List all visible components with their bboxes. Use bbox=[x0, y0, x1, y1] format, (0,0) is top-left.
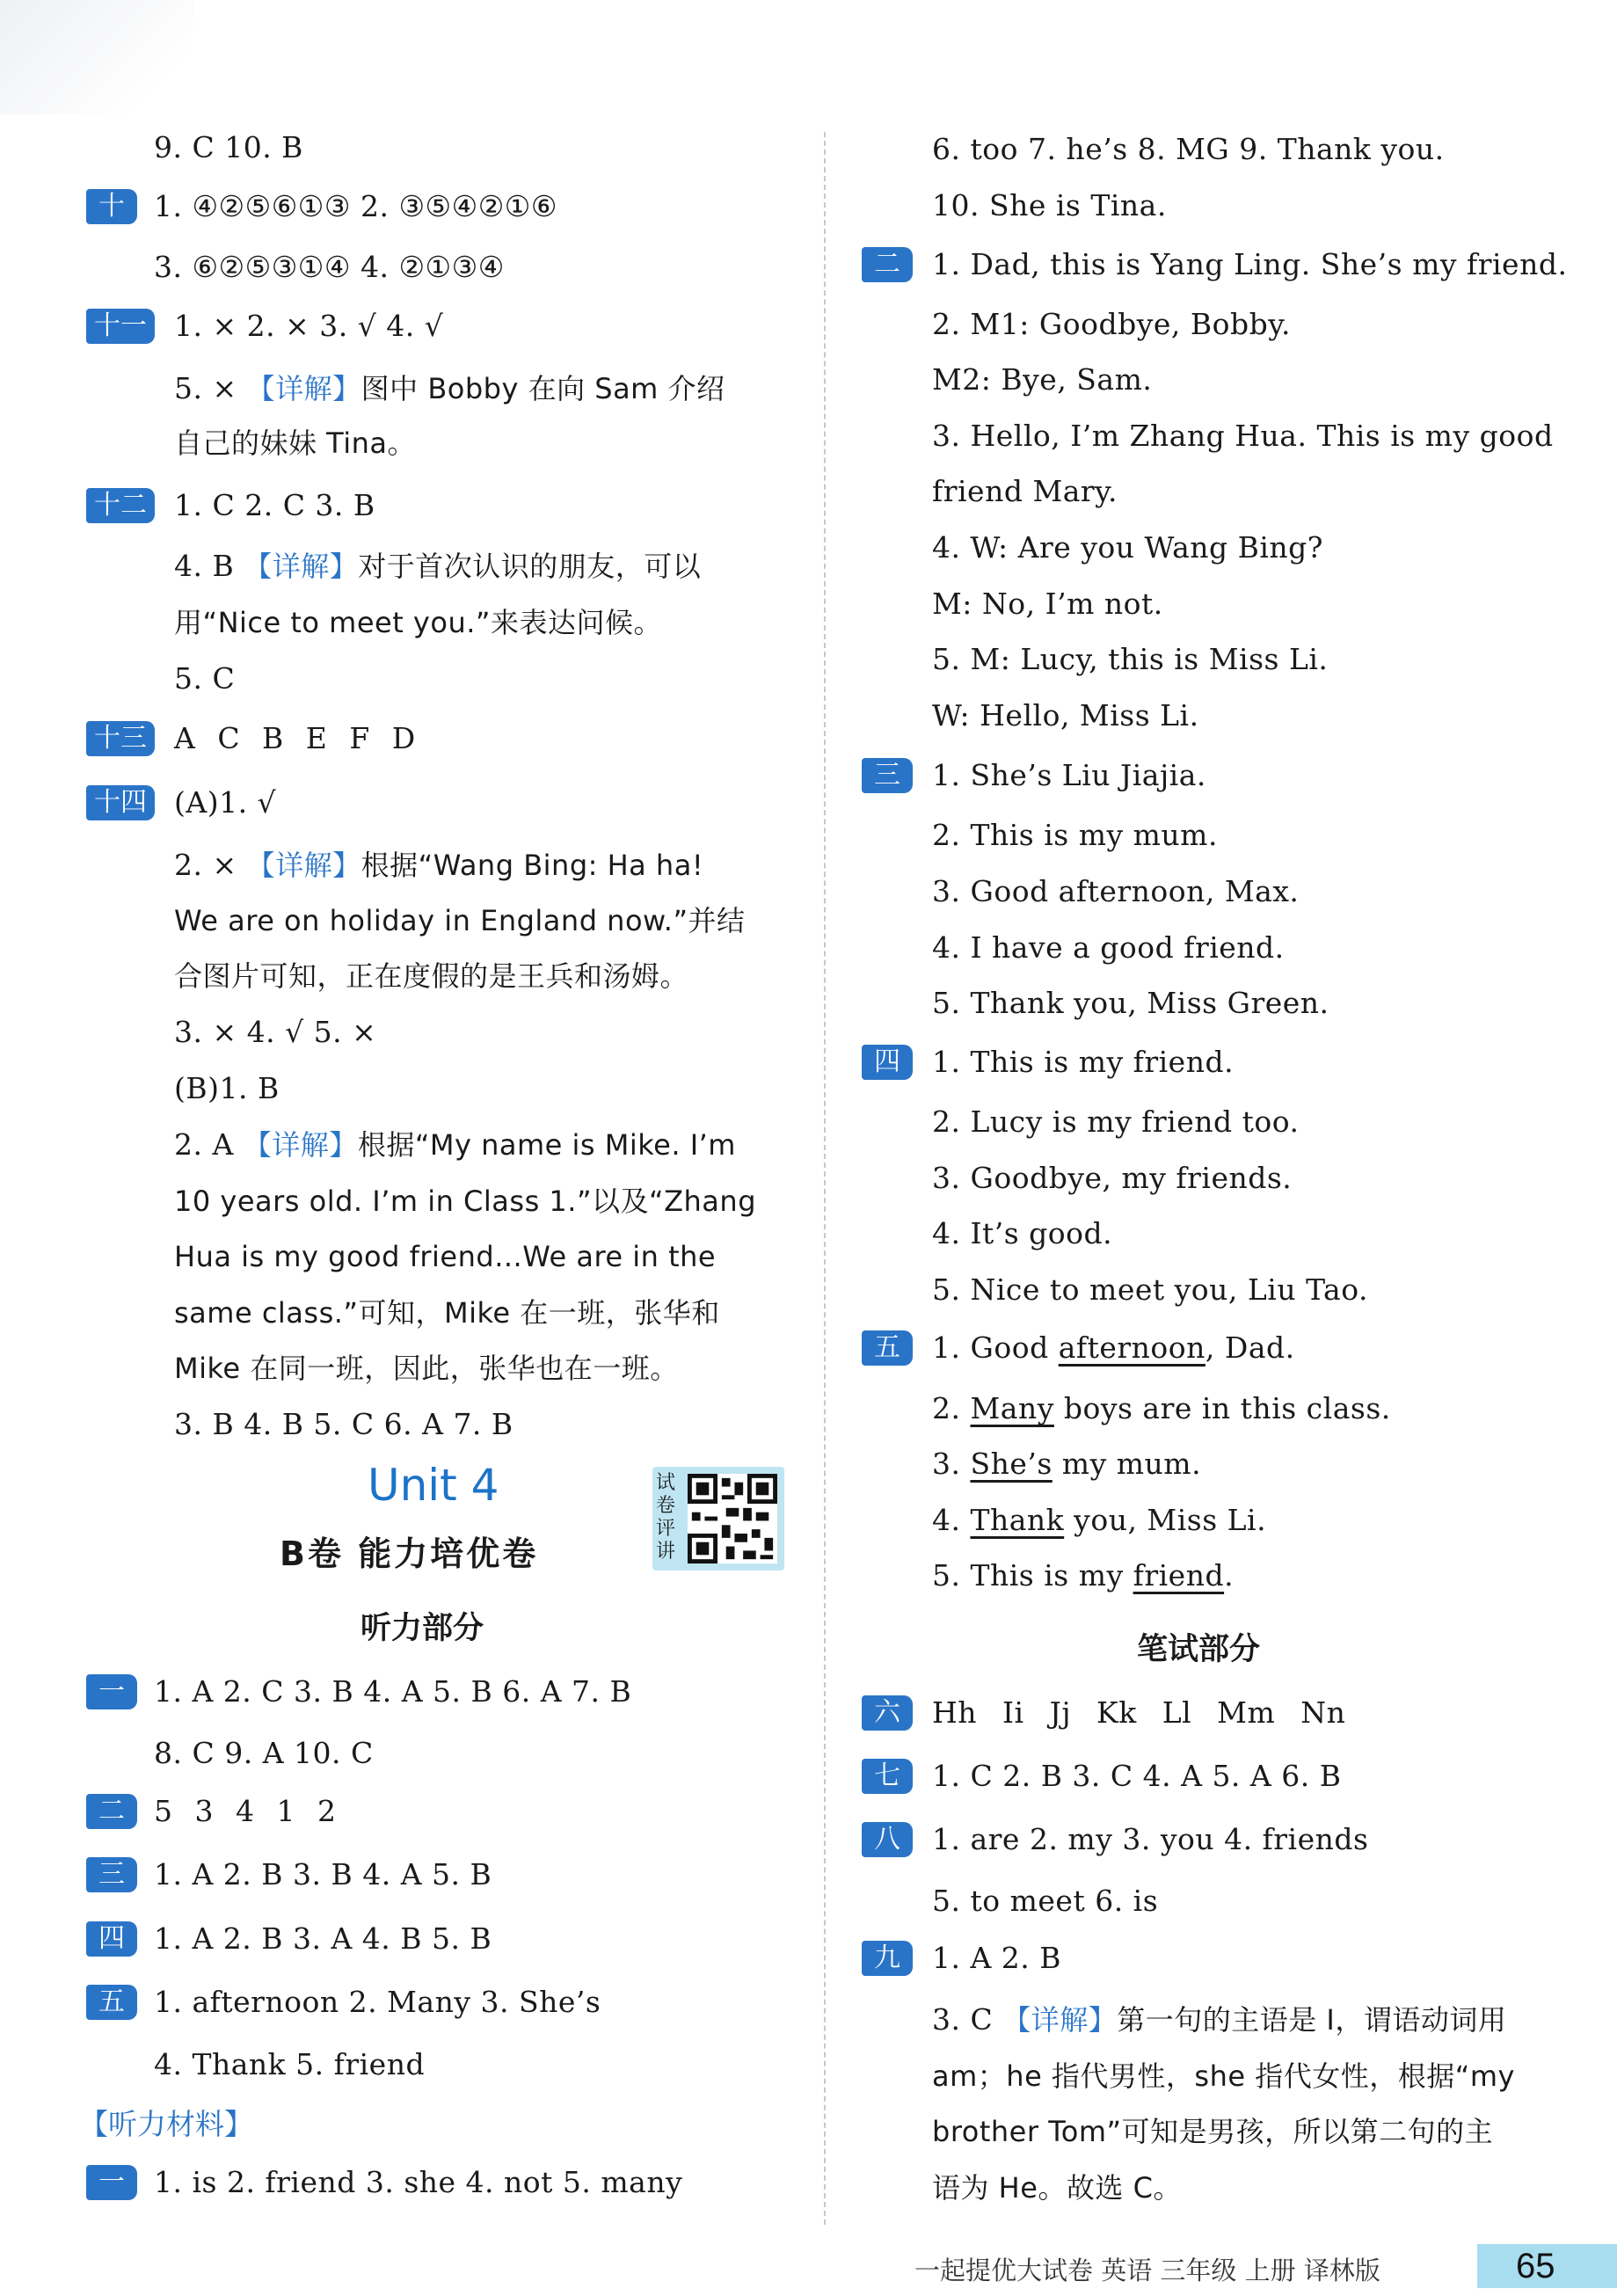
explanation-line: 合图片可知，正在度假的是王兵和汤姆。 bbox=[174, 959, 689, 993]
answer-line: 4. W: Are you Wang Bing? bbox=[932, 530, 1323, 565]
section-tag-12: 十二 bbox=[86, 488, 155, 523]
answer-line: 5 3 4 1 2 bbox=[154, 1794, 337, 1828]
answer-line: 1. is 2. friend 3. she 4. not 5. many bbox=[154, 2165, 683, 2199]
answer-line: 3. She’s my mum. bbox=[932, 1447, 1202, 1481]
answer-line: (A)1. √ bbox=[174, 785, 277, 820]
detail-label: 【详解】 bbox=[246, 372, 361, 405]
page-number: 65 bbox=[1477, 2244, 1617, 2288]
section-tag-13: 十三 bbox=[86, 721, 155, 756]
explanation-line: 自己的妹妹 Tina。 bbox=[174, 426, 417, 460]
explanation-line: Hua is my good friend...We are in the bbox=[174, 1240, 717, 1273]
underlined-word: Many bbox=[970, 1391, 1054, 1425]
section-tag-1: 一 bbox=[86, 1674, 137, 1709]
answer-line: 1. C 2. C 3. B bbox=[174, 488, 375, 522]
explanation-line: 10 years old. I’m in Class 1.”以及“Zhang bbox=[174, 1184, 757, 1218]
answer-line: 1. are 2. my 3. you 4. friends bbox=[932, 1822, 1369, 1856]
answer-line: 1. Dad, this is Yang Ling. She’s my friend. bbox=[932, 247, 1568, 281]
answer-line: 4. I have a good friend. bbox=[932, 930, 1285, 965]
section-tag-10: 十 bbox=[86, 189, 137, 224]
answer-line: 2. Many boys are in this class. bbox=[932, 1391, 1391, 1425]
answer-line-with-detail: 3. C 【详解】第一句的主语是 I，谓语动词用 bbox=[932, 2002, 1507, 2037]
explanation-line: am；he 指代男性，she 指代女性，根据“my bbox=[932, 2059, 1515, 2093]
answer-line: 5. C bbox=[174, 661, 236, 696]
section-tag-2: 二 bbox=[862, 247, 913, 282]
section-tag-5: 五 bbox=[86, 1985, 137, 2020]
explanation-line: We are on holiday in England now.”并结 bbox=[174, 904, 746, 937]
answer-line: 1. A 2. B bbox=[932, 1941, 1062, 1975]
section-tag-9: 九 bbox=[862, 1941, 913, 1976]
answer-line-with-detail: 2. A 【详解】根据“My name is Mike. I’m bbox=[174, 1127, 736, 1162]
answer-line: 1. × 2. × 3. √ 4. √ bbox=[174, 309, 444, 343]
answer-line: 2. Lucy is my friend too. bbox=[932, 1104, 1300, 1139]
answer-line: 1. She’s Liu Jiajia. bbox=[932, 758, 1206, 792]
answer-line: 1. A 2. B 3. A 4. B 5. B bbox=[154, 1921, 492, 1956]
answer-line: 3. ⑥②⑤③①④ 4. ②①③④ bbox=[154, 250, 505, 284]
section-tag-5: 五 bbox=[862, 1330, 913, 1366]
answer-line: friend Mary. bbox=[932, 474, 1118, 508]
answer-line: Hh Ii Jj Kk Ll Mm Nn bbox=[932, 1695, 1346, 1730]
explanation-line: 语为 He。故选 C。 bbox=[932, 2171, 1182, 2205]
answer-line-with-detail: 2. × 【详解】根据“Wang Bing: Ha ha! bbox=[174, 848, 704, 882]
answer-line: 1. ④②⑤⑥①③ 2. ③⑤④②①⑥ bbox=[154, 189, 557, 223]
answer-line: 3. Good afternoon, Max. bbox=[932, 874, 1300, 908]
section-tag-4: 四 bbox=[862, 1045, 913, 1080]
underlined-word: She’s bbox=[970, 1447, 1053, 1481]
answer-line: M: No, I’m not. bbox=[932, 587, 1163, 621]
answer-line: 3. Goodbye, my friends. bbox=[932, 1161, 1293, 1195]
qr-code-icon[interactable] bbox=[688, 1474, 777, 1563]
answer-line: 3. B 4. B 5. C 6. A 7. B bbox=[174, 1407, 514, 1441]
underlined-word: friend bbox=[1133, 1558, 1225, 1593]
section-tag-11: 十一 bbox=[86, 309, 155, 344]
section-tag-3: 三 bbox=[86, 1857, 137, 1892]
answer-line: 4. It’s good. bbox=[932, 1216, 1113, 1250]
explanation-line: brother Tom”可知是男孩，所以第二句的主 bbox=[932, 2115, 1494, 2148]
explanation-line: same class.”可知，Mike 在一班，张华和 bbox=[174, 1296, 720, 1330]
section-tag-1: 一 bbox=[86, 2165, 137, 2200]
answer-line: 10. She is Tina. bbox=[932, 188, 1167, 222]
answer-line: 5. Nice to meet you, Liu Tao. bbox=[932, 1272, 1368, 1307]
detail-label: 【详解】 bbox=[244, 550, 359, 583]
answer-line: 6. too 7. he’s 8. MG 9. Thank you. bbox=[932, 132, 1445, 166]
answer-line: 5. M: Lucy, this is Miss Li. bbox=[932, 642, 1329, 676]
section-tag-3: 三 bbox=[862, 758, 913, 793]
column-divider bbox=[824, 132, 826, 2225]
book-title: 一起提优大试卷 英语 三年级 上册 译林版 bbox=[914, 2256, 1380, 2285]
answer-line: A C B E F D bbox=[174, 721, 416, 755]
scan-shading bbox=[0, 0, 193, 114]
answer-line: 5. This is my friend. bbox=[932, 1558, 1235, 1593]
answer-line: 1. A 2. C 3. B 4. A 5. B 6. A 7. B bbox=[154, 1674, 632, 1709]
qr-label: 试卷评讲 bbox=[656, 1472, 676, 1563]
section-tag-14: 十四 bbox=[86, 785, 155, 820]
section-tag-2: 二 bbox=[86, 1794, 137, 1829]
answer-line-with-detail: 4. B 【详解】对于首次认识的朋友，可以 bbox=[174, 549, 702, 583]
answer-line: 1. A 2. B 3. B 4. A 5. B bbox=[154, 1857, 492, 1891]
section-tag-6: 六 bbox=[862, 1695, 913, 1731]
answer-line: 3. × 4. √ 5. × bbox=[174, 1015, 377, 1049]
qr-code-panel[interactable] bbox=[652, 1467, 784, 1571]
answer-line: 1. Good afternoon, Dad. bbox=[932, 1330, 1295, 1365]
answer-line-with-detail: 5. × 【详解】图中 Bobby 在向 Sam 介绍 bbox=[174, 371, 725, 405]
answer-line: 5. to meet 6. is bbox=[932, 1884, 1159, 1918]
answer-line: 2. This is my mum. bbox=[932, 818, 1218, 852]
section-tag-7: 七 bbox=[862, 1759, 913, 1794]
detail-label: 【详解】 bbox=[1002, 2003, 1118, 2037]
answer-line: 1. This is my friend. bbox=[932, 1045, 1235, 1079]
answer-line: W: Hello, Miss Li. bbox=[932, 698, 1199, 733]
section-tag-8: 八 bbox=[862, 1822, 913, 1857]
answer-line: 1. afternoon 2. Many 3. She’s bbox=[154, 1985, 601, 2019]
answer-line: 9. C 10. B bbox=[154, 130, 303, 164]
underlined-word: Thank bbox=[970, 1503, 1065, 1537]
explanation-line: 用“Nice to meet you.”来表达问候。 bbox=[174, 606, 662, 639]
answer-line: 1. C 2. B 3. C 4. A 5. A 6. B bbox=[932, 1759, 1342, 1793]
listening-material-title: 【听力材料】 bbox=[79, 2107, 253, 2141]
unit-title: Unit 4 bbox=[368, 1460, 499, 1511]
answer-line: (B)1. B bbox=[174, 1071, 280, 1105]
underlined-word: afternoon bbox=[1058, 1330, 1205, 1365]
detail-label: 【详解】 bbox=[243, 1128, 358, 1162]
answer-line: 2. M1: Goodbye, Bobby. bbox=[932, 307, 1291, 341]
explanation-line: Mike 在同一班，因此，张华也在一班。 bbox=[174, 1352, 679, 1385]
answer-line: 8. C 9. A 10. C bbox=[154, 1736, 374, 1770]
answer-line: 5. Thank you, Miss Green. bbox=[932, 986, 1329, 1020]
answer-line: M2: Bye, Sam. bbox=[932, 362, 1153, 397]
answer-line: 3. Hello, I’m Zhang Hua. This is my good bbox=[932, 419, 1554, 453]
detail-label: 【详解】 bbox=[246, 849, 361, 882]
section-tag-4: 四 bbox=[86, 1921, 137, 1957]
answer-line: 4. Thank you, Miss Li. bbox=[932, 1503, 1267, 1537]
page-footer bbox=[914, 2244, 1617, 2288]
answer-line: 4. Thank 5. friend bbox=[154, 2047, 426, 2081]
section-title-written: 笔试部分 bbox=[1137, 1632, 1261, 1667]
paper-subtitle: B卷 能力培优卷 bbox=[280, 1534, 539, 1573]
section-title-listening: 听力部分 bbox=[361, 1611, 484, 1646]
